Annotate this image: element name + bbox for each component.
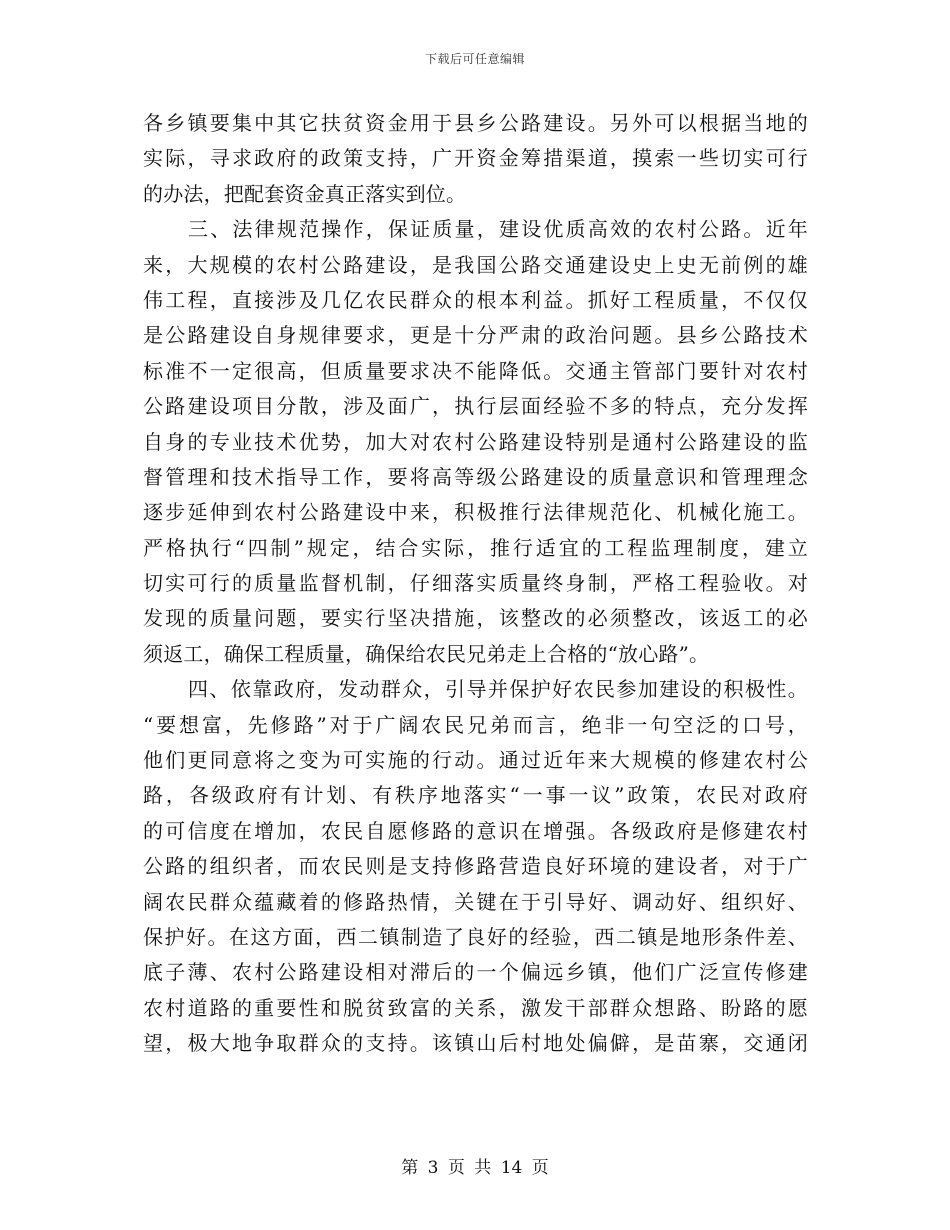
- document-body: [143, 106, 808, 1062]
- paragraph-line: 公路的组织者，而农民则是支持修路营造良好环境的建设者，对于广: [143, 854, 808, 879]
- paragraph-line: 发现的质量问题，要实行坚决措施，该整改的必须整改，该返工的必: [143, 606, 808, 631]
- paragraph-line: 望，极大地争取群众的支持。该镇山后村地处偏僻，是苗寨，交通闭: [143, 1031, 808, 1056]
- paragraph: [143, 106, 808, 212]
- paragraph-line: 三、法律规范操作，保证质量，建设优质高效的农村公路。近年: [188, 217, 808, 242]
- paragraph-line: 阔农民群众蕴藏着的修路热情，关键在于引导好、调动好、组织好、: [143, 889, 808, 914]
- paragraph-line: 路，各级政府有计划、有秩序地落实“一事一议”政策，农民对政府: [143, 783, 808, 808]
- paragraph-line: 自身的专业技术优势，加大对农村公路建设特别是通村公路建设的监: [143, 429, 808, 454]
- paragraph-line: 来，大规模的农村公路建设，是我国公路交通建设史上史无前例的雄: [143, 252, 808, 277]
- paragraph-line: 四、依靠政府，发动群众，引导并保护好农民参加建设的积极性。: [188, 677, 808, 702]
- paragraph-line: 的办法，把配套资金真正落实到位。: [143, 181, 467, 206]
- paragraph-line: 农村道路的重要性和脱贫致富的关系，激发干部群众想路、盼路的愿: [143, 995, 808, 1020]
- paragraph-line: 标准不一定很高，但质量要求决不能降低。交通主管部门要针对农村: [143, 358, 808, 383]
- paragraph-line: 伟工程，直接涉及几亿农民群众的根本利益。抓好工程质量，不仅仅: [143, 287, 808, 312]
- paragraph-line: 保护好。在这方面，西二镇制造了良好的经验，西二镇是地形条件差、: [143, 924, 808, 949]
- paragraph: [143, 212, 808, 672]
- paragraph-line: 督管理和技术指导工作，要将高等级公路建设的质量意识和管理理念: [143, 464, 808, 489]
- paragraph-line: 是公路建设自身规律要求，更是十分严肃的政治问题。县乡公路技术: [143, 323, 808, 348]
- paragraph-line: 他们更同意将之变为可实施的行动。通过近年来大规模的修建农村公: [143, 748, 808, 773]
- paragraph-line: “要想富，先修路”对于广阔农民兄弟而言，绝非一句空泛的口号，: [143, 712, 808, 737]
- paragraph-line: 底子薄、农村公路建设相对滞后的一个偏远乡镇，他们广泛宣传修建: [143, 960, 808, 985]
- paragraph-line: 各乡镇要集中其它扶贫资金用于县乡公路建设。另外可以根据当地的: [143, 111, 808, 135]
- page-footer: 第 3 页 共 14 页: [401, 1158, 549, 1178]
- paragraph-line: 公路建设项目分散，涉及面广，执行层面经验不多的特点，充分发挥: [143, 394, 808, 419]
- paragraph-line: 须返工，确保工程质量，确保给农民兄弟走上合格的“放心路”。: [143, 641, 710, 666]
- page-header: 下载后可任意编辑: [424, 52, 525, 66]
- paragraph-line: 的可信度在增加，农民自愿修路的意识在增强。各级政府是修建农村: [143, 818, 808, 843]
- paragraph: [143, 672, 808, 1061]
- paragraph-line: 实际，寻求政府的政策支持，广开资金筹措渠道，摸索一些切实可行: [143, 146, 808, 171]
- paragraph-line: 切实可行的质量监督机制，仔细落实质量终身制，严格工程验收。对: [143, 571, 808, 596]
- paragraph-line: 严格执行“四制”规定，结合实际，推行适宜的工程监理制度，建立: [143, 535, 808, 560]
- paragraph-line: 逐步延伸到农村公路建设中来，积极推行法律规范化、机械化施工。: [143, 500, 808, 525]
